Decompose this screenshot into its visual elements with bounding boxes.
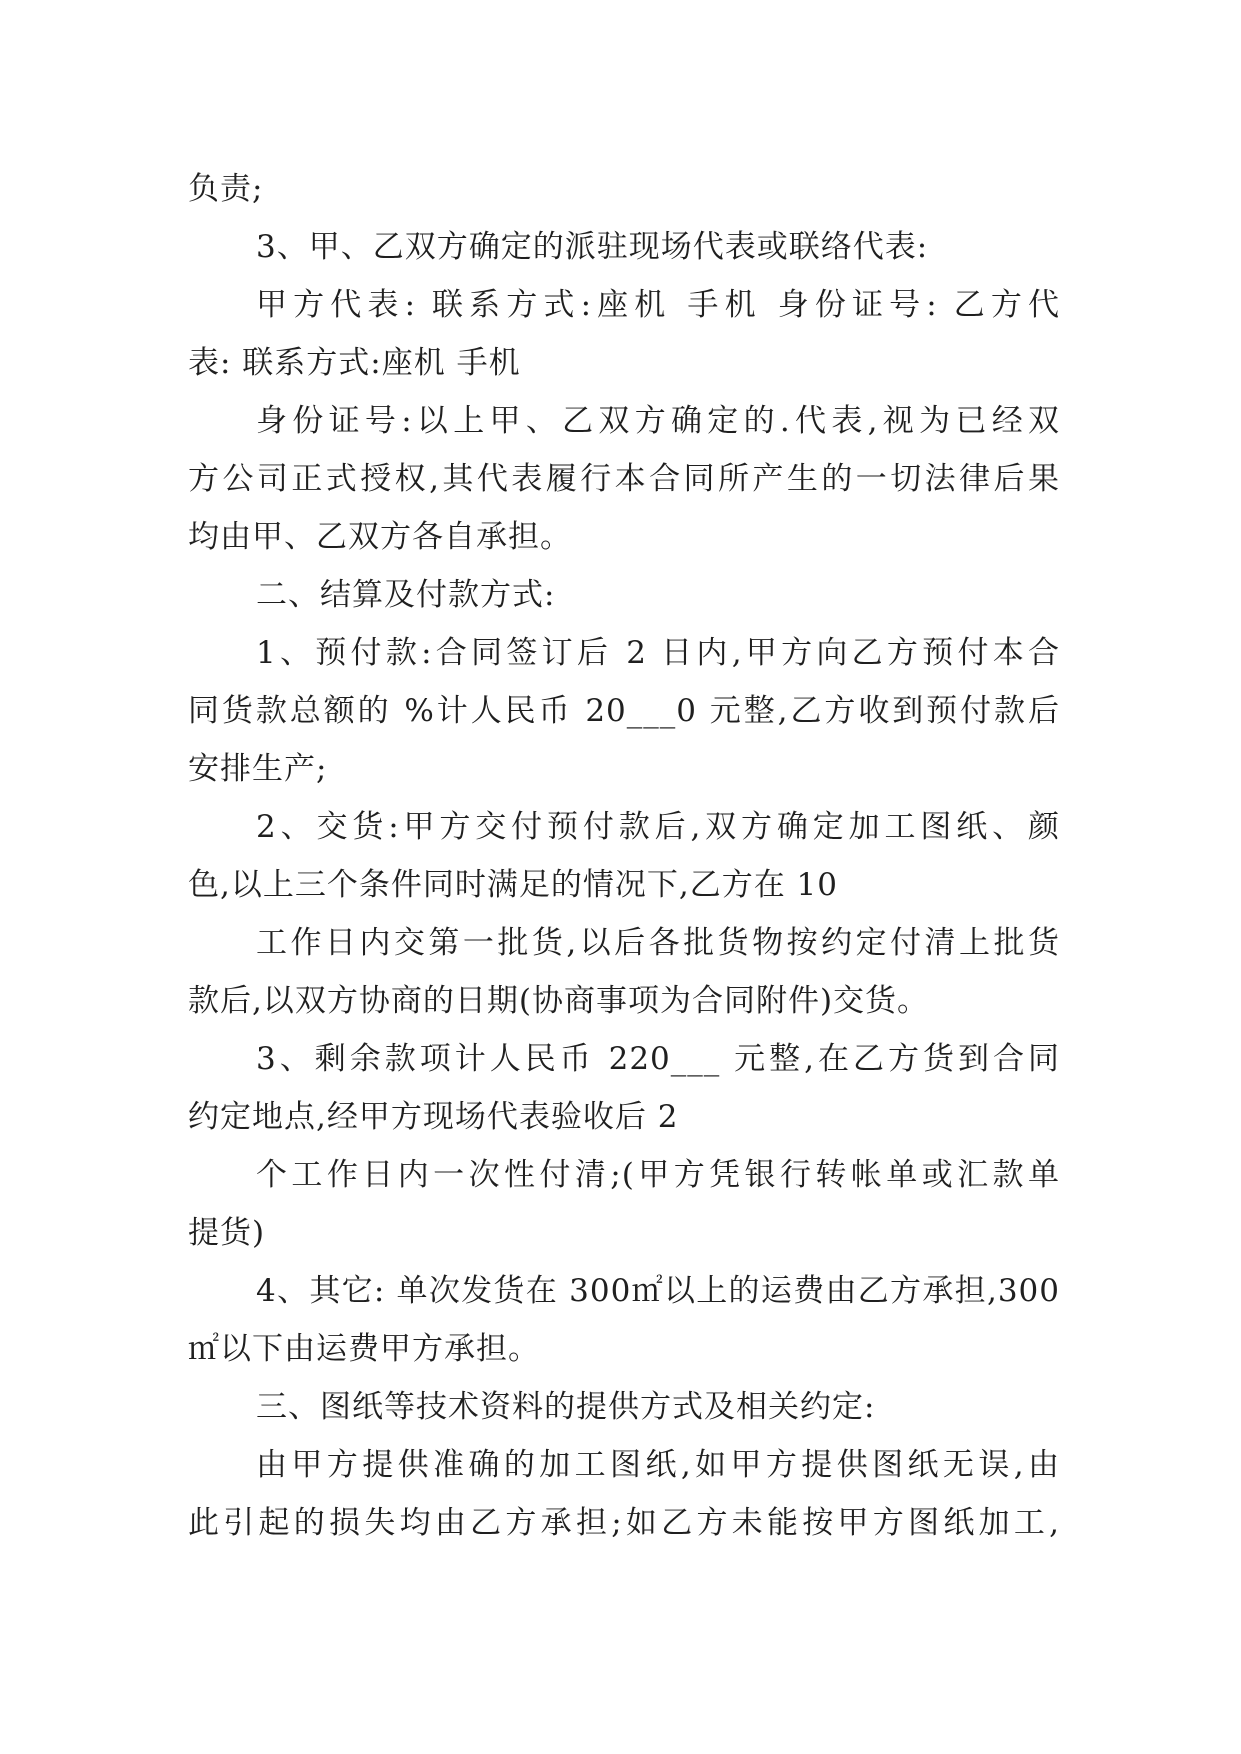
text-line: ㎡以下由运费甲方承担。 — [188, 1331, 540, 1367]
text-line: 个工作日内一次性付清;(甲方凭银行转帐单或汇款单 — [256, 1157, 1060, 1193]
section-heading: 三、图纸等技术资料的提供方式及相关约定: — [256, 1389, 876, 1425]
text-line: 同货款总额的 %计人民币 20___0 元整,乙方收到预付款后 — [188, 693, 1060, 729]
text-line: 款后,以双方协商的日期(协商事项为合同附件)交货。 — [188, 983, 930, 1019]
text-line: 工作日内交第一批货,以后各批货物按约定付清上批货 — [256, 925, 1060, 961]
text-line: 提货) — [188, 1215, 266, 1251]
text-line: 此引起的损失均由乙方承担;如乙方未能按甲方图纸加工, — [188, 1505, 1060, 1541]
text-line: 约定地点,经甲方现场代表验收后 2 — [188, 1099, 679, 1135]
text-line: 由甲方提供准确的加工图纸,如甲方提供图纸无误,由 — [256, 1447, 1060, 1483]
text-line: 表: 联系方式:座机 手机 — [188, 345, 521, 381]
text-line: 4、其它: 单次发货在 300㎡以上的运费由乙方承担,300 — [256, 1273, 1060, 1309]
text-line: 均由甲、乙双方各自承担。 — [188, 519, 572, 555]
text-line: 1、预付款:合同签订后 2 日内,甲方向乙方预付本合 — [256, 635, 1060, 671]
text-line: 甲方代表: 联系方式:座机 手机 身份证号: 乙方代 — [256, 287, 1060, 323]
text-line: 3、甲、乙双方确定的派驻现场代表或联络代表: — [256, 229, 929, 265]
text-line: 色,以上三个条件同时满足的情况下,乙方在 10 — [188, 867, 839, 903]
text-line: 方公司正式授权,其代表履行本合同所产生的一切法律后果 — [188, 461, 1060, 497]
text-line: 安排生产; — [188, 751, 328, 787]
text-line: 身份证号:以上甲、乙双方确定的.代表,视为已经双 — [256, 403, 1060, 439]
document-body — [188, 160, 1060, 1552]
text-line: 3、剩余款项计人民币 220___ 元整,在乙方货到合同 — [256, 1041, 1060, 1077]
text-line: 2、交货:甲方交付预付款后,双方确定加工图纸、颜 — [256, 809, 1060, 845]
section-heading: 二、结算及付款方式: — [256, 577, 556, 613]
text-line: 负责; — [188, 171, 264, 207]
